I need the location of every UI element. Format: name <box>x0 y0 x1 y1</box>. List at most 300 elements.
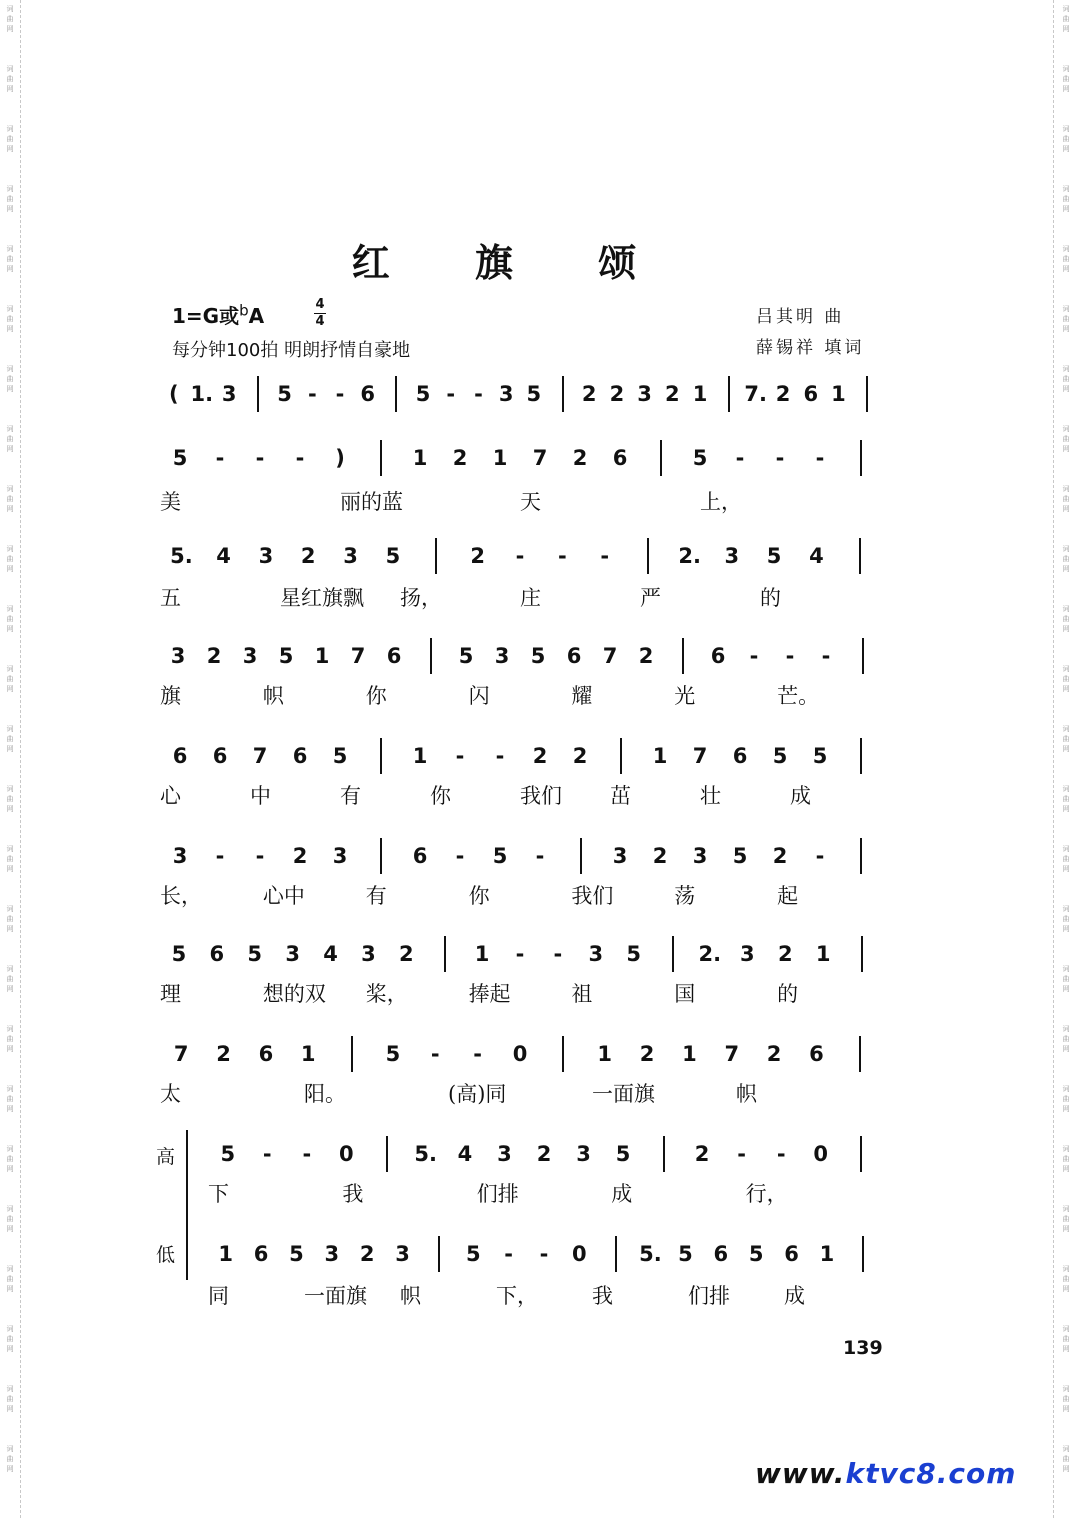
barline <box>862 1236 864 1272</box>
watermark-text: 词 曲 网 <box>1062 1145 1070 1173</box>
lyric-word: 耀 <box>571 684 593 708</box>
barline <box>862 638 864 674</box>
watermark-text: 词 曲 网 <box>1062 125 1070 153</box>
note: 2 <box>292 844 308 868</box>
note: - <box>737 1142 746 1166</box>
note: 3 <box>588 942 604 966</box>
barline <box>444 936 446 972</box>
note: - <box>255 844 265 868</box>
note: - <box>775 446 785 470</box>
barline <box>682 638 684 674</box>
lyric-word: 下 <box>208 1182 229 1206</box>
note: 5 <box>748 1242 764 1266</box>
lyric-word: 我 <box>592 1284 613 1308</box>
watermark-text: 词 曲 网 <box>6 905 14 933</box>
barline <box>861 936 863 972</box>
barline <box>562 376 564 412</box>
barline <box>860 440 862 476</box>
note: 3 <box>332 844 348 868</box>
watermark-text: 词 曲 网 <box>6 1445 14 1473</box>
watermark-text: 词 曲 网 <box>1062 305 1070 333</box>
barline <box>438 1236 440 1272</box>
note: 6 <box>360 382 375 406</box>
note: 2 <box>206 644 222 668</box>
note: 1 <box>692 382 708 406</box>
lyric-word: 严 <box>640 586 661 610</box>
note: 5 <box>458 644 474 668</box>
note: - <box>446 382 456 406</box>
watermark-text: 词 曲 网 <box>1062 65 1070 93</box>
lyric-word: 芒。 <box>777 684 820 708</box>
note: - <box>504 1242 513 1266</box>
lyric-row <box>160 1280 880 1310</box>
note: 5 <box>385 544 401 568</box>
note: 3 <box>740 942 755 966</box>
lyric-word: 扬， <box>400 586 442 610</box>
lyric-word: 帜 <box>736 1082 757 1106</box>
watermark-text: 词 曲 网 <box>1062 1205 1070 1233</box>
lyric-row <box>160 582 880 612</box>
note: 5 <box>278 644 294 668</box>
note: 5 <box>385 1042 401 1066</box>
lyric-word: 壮 <box>700 784 721 808</box>
watermark-text: 词 曲 网 <box>1062 725 1070 753</box>
barline <box>380 738 382 774</box>
note: 1 <box>300 1042 316 1066</box>
note: 1 <box>831 382 846 406</box>
lyric-word: 的 <box>777 982 799 1006</box>
lyric-word: 长， <box>160 884 202 908</box>
lyric-word: 理 <box>160 982 181 1006</box>
watermark-text: 词 曲 网 <box>1062 1325 1070 1353</box>
lyric-word: 帜 <box>262 684 284 708</box>
barline <box>647 538 649 574</box>
note: 5 <box>530 644 546 668</box>
note: 5. <box>414 1142 437 1166</box>
note: 5 <box>692 446 708 470</box>
note: 4 <box>323 942 338 966</box>
note: - <box>749 644 759 668</box>
watermark-text: 词 曲 网 <box>6 1025 14 1053</box>
score-row <box>160 1238 880 1272</box>
lyric-word: 成 <box>611 1182 633 1206</box>
note: 1 <box>474 942 490 966</box>
note: 3 <box>285 942 300 966</box>
lyric-word: 成 <box>790 784 811 808</box>
watermark-text: 词 曲 网 <box>6 1145 14 1173</box>
note: 6 <box>209 942 225 966</box>
lyric-word: 行， <box>745 1182 788 1206</box>
note: - <box>455 744 465 768</box>
barline <box>866 376 868 412</box>
note: 5 <box>277 382 292 406</box>
barline <box>580 838 582 874</box>
song-title: 红 旗 颂 <box>351 240 673 285</box>
note: 3 <box>258 544 274 568</box>
note: 5 <box>332 744 348 768</box>
note: 6 <box>784 1242 799 1266</box>
watermark-text: 词 曲 网 <box>1062 1385 1070 1413</box>
note: - <box>215 844 225 868</box>
note: 2. <box>698 942 722 966</box>
note: 2 <box>652 844 668 868</box>
note: 5 <box>492 844 508 868</box>
note: - <box>262 1142 272 1166</box>
lyric-word: 中 <box>250 784 271 808</box>
watermark-text: 词 曲 网 <box>1062 245 1070 273</box>
note: - <box>515 942 525 966</box>
note: 4 <box>457 1142 473 1166</box>
note: 3 <box>172 844 188 868</box>
watermark-text: 词 曲 网 <box>6 185 14 213</box>
lyric-word: 下， <box>496 1284 538 1308</box>
lyric-word: 想的双 <box>262 982 326 1006</box>
lyric-word: 上， <box>700 490 742 514</box>
watermark-text: 词 曲 网 <box>1062 185 1070 213</box>
watermark-text: 词 曲 网 <box>6 1265 14 1293</box>
note: 1 <box>412 744 428 768</box>
watermark-text: 词 曲 网 <box>1062 1445 1070 1473</box>
lyric-word: 们排 <box>688 1284 730 1308</box>
watermark-text: 词 曲 网 <box>6 5 14 33</box>
lyric-word: 祖 <box>571 982 593 1006</box>
note: 2 <box>772 844 788 868</box>
watermark-text: 词 曲 网 <box>1062 665 1070 693</box>
note: 2 <box>399 942 414 966</box>
note: - <box>335 382 345 406</box>
note: 7 <box>252 744 268 768</box>
time-signature: 4 4 <box>315 297 325 329</box>
watermark-text: 词 曲 网 <box>6 1085 14 1113</box>
barline <box>859 538 861 574</box>
note: 2. <box>678 544 701 568</box>
barline <box>395 376 397 412</box>
lyric-word: (高)同 <box>448 1082 507 1106</box>
watermark-text: 词 曲 网 <box>6 305 14 333</box>
note: 3 <box>497 1142 512 1166</box>
watermark-text: 词 曲 网 <box>6 365 14 393</box>
note: 1 <box>492 446 508 470</box>
voice-label-low: 低 <box>156 1244 176 1266</box>
lyric-word: 同 <box>208 1284 229 1308</box>
note: 6 <box>292 744 308 768</box>
note: 3 <box>612 844 628 868</box>
note: 1 <box>815 942 831 966</box>
lyric-row <box>160 880 880 910</box>
note: - <box>776 1142 786 1166</box>
note: 6 <box>258 1042 274 1066</box>
lyric-word: 桨， <box>365 982 408 1006</box>
watermark-text: 词 曲 网 <box>1062 5 1070 33</box>
note: - <box>600 544 610 568</box>
note: 5 <box>171 942 187 966</box>
note: 3 <box>324 1242 340 1266</box>
note: 4 <box>809 544 824 568</box>
lyric-word: 我 <box>342 1182 364 1206</box>
barline <box>351 1036 353 1072</box>
watermark-text: 词 曲 网 <box>6 845 14 873</box>
score-row <box>160 1138 880 1172</box>
lyric-word: 有 <box>340 784 361 808</box>
note: 0 <box>813 1142 829 1166</box>
note: 2 <box>609 382 625 406</box>
lyric-word: 国 <box>674 982 696 1006</box>
lyric-word: 起 <box>777 884 799 908</box>
note: - <box>215 446 225 470</box>
note: 3 <box>395 1242 410 1266</box>
note: - <box>430 1042 440 1066</box>
lyric-word: 你 <box>468 884 490 908</box>
lyric-word: 的 <box>760 586 781 610</box>
note: 5 <box>247 942 263 966</box>
note: - <box>307 382 317 406</box>
note: 7 <box>532 446 548 470</box>
note: - <box>821 644 831 668</box>
watermark-text: 词 曲 网 <box>6 725 14 753</box>
note: 0 <box>339 1142 354 1166</box>
note: - <box>515 544 525 568</box>
note: 1 <box>218 1242 233 1266</box>
tempo-marking: 每分钟100拍 明朗抒情自豪地 <box>172 340 411 361</box>
note: 6 <box>710 644 726 668</box>
note: 2 <box>694 1142 710 1166</box>
score-row <box>160 640 880 674</box>
lyric-word: 星红旗飘 <box>280 586 364 610</box>
note: - <box>535 844 545 868</box>
note: 2 <box>572 446 588 470</box>
note: - <box>815 446 825 470</box>
note: 0 <box>512 1042 528 1066</box>
lyric-word: 五 <box>160 586 181 610</box>
score-row <box>160 938 880 972</box>
barline <box>257 376 259 412</box>
note: 3 <box>221 382 237 406</box>
note: 3 <box>343 544 358 568</box>
watermark-text: 词 曲 网 <box>1062 1085 1070 1113</box>
watermark-text: 词 曲 网 <box>6 665 14 693</box>
lyric-row <box>160 978 880 1008</box>
lyric-word: 荡 <box>674 884 696 908</box>
note: 2 <box>216 1042 231 1066</box>
lyric-word: 一面旗 <box>592 1082 655 1106</box>
page-number: 139 <box>843 1337 883 1359</box>
lyric-word: 心 <box>160 784 181 808</box>
score-row <box>160 442 880 476</box>
lyric-word: 们排 <box>476 1182 519 1206</box>
watermark-text: 词 曲 网 <box>6 545 14 573</box>
note: 6 <box>412 844 428 868</box>
barline <box>435 538 437 574</box>
watermark-text: 词 曲 网 <box>1062 845 1070 873</box>
score-row <box>160 540 880 574</box>
note: - <box>539 1242 549 1266</box>
watermark-text: 词 曲 网 <box>1062 1025 1070 1053</box>
lyric-word: 我们 <box>571 884 614 908</box>
note: 3 <box>724 544 740 568</box>
note: 2 <box>300 544 316 568</box>
note: 5 <box>415 382 431 406</box>
lyric-word: 庄 <box>520 586 541 610</box>
lyric-word: 丽的蓝 <box>340 490 403 514</box>
note: 2 <box>572 744 588 768</box>
watermark-text: 词 曲 网 <box>6 485 14 513</box>
note: - <box>735 446 745 470</box>
note: 7 <box>350 644 366 668</box>
watermark-text: 词 曲 网 <box>6 65 14 93</box>
score-row <box>160 1038 880 1072</box>
note: 7. <box>744 382 767 406</box>
system-brace <box>186 1130 204 1280</box>
right-margin-watermark <box>1053 0 1074 1518</box>
barline <box>620 738 622 774</box>
note: 4 <box>216 544 231 568</box>
note: - <box>557 544 567 568</box>
note: 6 <box>566 644 582 668</box>
note: 1 <box>819 1242 835 1266</box>
barline <box>660 440 662 476</box>
key-signature: 1=G或$^b$A <box>172 301 265 328</box>
barline <box>386 1136 388 1172</box>
note: 3 <box>692 844 708 868</box>
lyricist-credit: 薛锡祥 填词 <box>756 338 865 358</box>
note: - <box>553 942 563 966</box>
note: 7 <box>602 644 618 668</box>
barline <box>860 838 862 874</box>
score-row <box>160 840 880 874</box>
barline <box>728 376 730 412</box>
voice-label-high: 高 <box>156 1146 176 1168</box>
note: 2 <box>639 1042 655 1066</box>
barline <box>860 1136 862 1172</box>
note: - <box>785 644 795 668</box>
site-watermark: www.ktvc8.com <box>755 1457 1017 1490</box>
note: 6 <box>386 644 402 668</box>
note: 2 <box>766 1042 782 1066</box>
note: 2 <box>777 942 793 966</box>
note: - <box>473 1042 482 1066</box>
note: 5. <box>639 1242 662 1266</box>
watermark-text: 词 曲 网 <box>1062 785 1070 813</box>
watermark-text: 词 曲 网 <box>1062 965 1070 993</box>
barline <box>672 936 674 972</box>
barline <box>615 1236 617 1272</box>
lyric-word: 帜 <box>400 1284 421 1308</box>
watermark-text: 词 曲 网 <box>6 425 14 453</box>
lyric-word: 你 <box>430 784 451 808</box>
note: - <box>815 844 825 868</box>
note: 2 <box>775 382 791 406</box>
note: 5 <box>220 1142 236 1166</box>
lyric-word: 成 <box>784 1284 805 1308</box>
note: 2 <box>452 446 468 470</box>
left-margin-watermark <box>0 0 21 1518</box>
note: 5 <box>772 744 788 768</box>
watermark-text: 词 曲 网 <box>6 1385 14 1413</box>
note: 3 <box>498 382 514 406</box>
lyric-word: 一面旗 <box>304 1284 367 1308</box>
lyric-word: 天 <box>520 490 541 514</box>
barline <box>380 440 382 476</box>
lyric-word: 捧起 <box>468 982 511 1006</box>
note: - <box>495 744 505 768</box>
note: 6 <box>212 744 228 768</box>
note: 5 <box>615 1142 631 1166</box>
watermark-text: 词 曲 网 <box>1062 905 1070 933</box>
note: - <box>302 1142 312 1166</box>
note: - <box>455 844 465 868</box>
note: 5 <box>289 1242 304 1266</box>
note: 6 <box>253 1242 269 1266</box>
watermark-text: 词 曲 网 <box>6 785 14 813</box>
barline <box>860 738 862 774</box>
note: 3 <box>361 942 376 966</box>
note: 5. <box>170 544 193 568</box>
note: 2 <box>664 382 680 406</box>
lyric-row <box>160 1078 880 1108</box>
note: 3 <box>494 644 510 668</box>
note: 5 <box>732 844 748 868</box>
watermark-text: 词 曲 网 <box>1062 425 1070 453</box>
watermark-text: 词 曲 网 <box>1062 1265 1070 1293</box>
note: 7 <box>173 1042 189 1066</box>
lyric-word: 旗 <box>160 684 181 708</box>
note: 3 <box>576 1142 591 1166</box>
note: 6 <box>732 744 748 768</box>
barline <box>859 1036 861 1072</box>
note: 5 <box>526 382 542 406</box>
watermark-text: 词 曲 网 <box>6 965 14 993</box>
note: 5 <box>812 744 828 768</box>
watermark-text: 词 曲 网 <box>1062 365 1070 393</box>
note: 2 <box>536 1142 552 1166</box>
note: 2 <box>581 382 597 406</box>
note: - <box>255 446 265 470</box>
note: 2 <box>638 644 654 668</box>
note: 0 <box>572 1242 587 1266</box>
note: 2 <box>359 1242 375 1266</box>
note: 2 <box>532 744 548 768</box>
note: 6 <box>809 1042 824 1066</box>
lyric-word: 茁 <box>610 784 631 808</box>
barline <box>663 1136 665 1172</box>
lyric-word: 心中 <box>262 884 305 908</box>
note: 3 <box>170 644 186 668</box>
note: 1. <box>190 382 214 406</box>
note: 1 <box>597 1042 613 1066</box>
note: 1 <box>412 446 428 470</box>
barline <box>380 838 382 874</box>
lyric-word: 你 <box>365 684 387 708</box>
note: 2 <box>470 544 485 568</box>
lyric-word: 我们 <box>520 784 562 808</box>
composer-credit: 吕其明 曲 <box>756 307 845 327</box>
lyric-word: 有 <box>365 884 387 908</box>
note: - <box>295 446 305 470</box>
note: 3 <box>242 644 258 668</box>
note: 5 <box>766 544 782 568</box>
score-row <box>160 378 880 412</box>
note: ) <box>335 446 345 470</box>
score-row <box>160 740 880 774</box>
watermark-text: 词 曲 网 <box>6 1205 14 1233</box>
note: 7 <box>724 1042 740 1066</box>
watermark-text: 词 曲 网 <box>1062 605 1070 633</box>
note: 1 <box>314 644 330 668</box>
lyric-row <box>160 780 880 810</box>
note: 6 <box>612 446 628 470</box>
lyric-row <box>160 486 880 516</box>
note: 5 <box>172 446 188 470</box>
